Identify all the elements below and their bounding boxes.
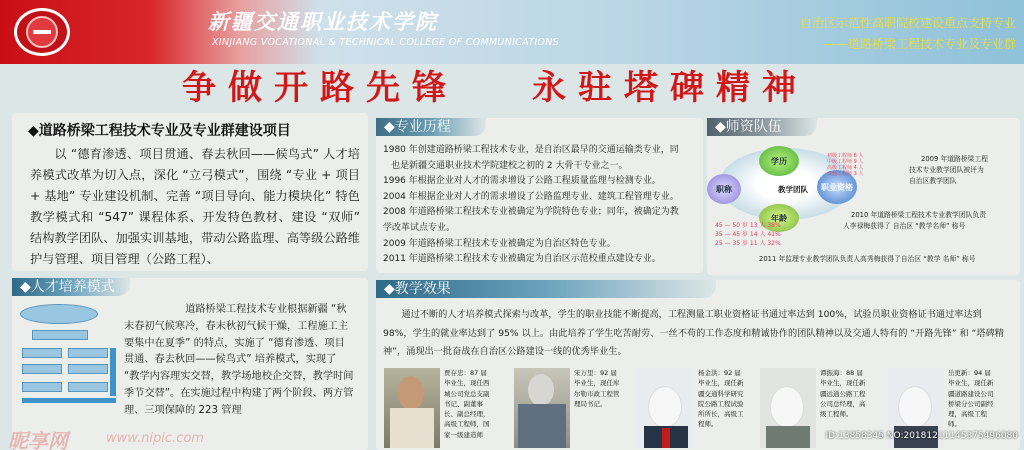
qual-legend: 初级工程师 8 人 bbox=[827, 153, 864, 159]
graduate-info: 谭振海：88 届 毕业生，现任新 疆远通公路工程 公司总经理，高 级工程师。 bbox=[820, 369, 866, 419]
award-1: 2009 年道路桥梁工程 bbox=[921, 155, 989, 163]
graduate-info: 杨金洪：92 届 毕业生，现任新 疆交通科学研究 院公路工程试验 所所长，高级工 程师。 bbox=[698, 369, 744, 429]
project-body: 以 “德育渗透、项目贯通、春去秋回——候鸟式” 人才培养模式改革为切入点，深化 “立弓模式”，围绕 “专业 + 项目 + 基地” 专业建设机制、完善 “项目导向、能力模块化” 特色教学模式和 “547” 课程体系、开发特色教材、建设 “双师” 结构教学团队、加强实训基地，带动公路监理、高等级公路维护与管理、项目管理（公路工程）、 bbox=[30, 147, 360, 266]
history-title: ◆专业历程 bbox=[376, 118, 486, 136]
effect-body: 通过不断的人才培养模式探索与改革，学生的职业技能不断提高，工程测量工职业资格证书通过率达到 100%，试验员职业资格证书通过率达到 98%，学生的就业率达到了 95% 以上。由此培养了学生吃苦耐劳、一丝不苟的工作态度和精诚协作的团队精神以及交通人特有的 “开路先锋” 和 “塔碑精神”，涌现出一批奋战在自治区公路建设一线的优秀毕业生。 bbox=[383, 309, 1004, 358]
award-1: 技术专业教学团队被评为 bbox=[909, 166, 984, 174]
node-education: 学历 bbox=[759, 146, 799, 176]
graduate-photo bbox=[760, 368, 816, 448]
history-line: 1980 年创建道路桥梁工程技术专业，是自治区最早的交通运输类专业，同 bbox=[383, 145, 679, 155]
history-line: 2011 年道路桥梁工程技术专业被确定为自治区示范校重点建设专业。 bbox=[383, 254, 661, 265]
graduate-info: 宋万里：92 届 毕业生，现任库 尔勒市政工程管 理局书记。 bbox=[574, 369, 620, 408]
history-list bbox=[383, 143, 703, 268]
age-stat: 45 — 50 岁 13 人 38% bbox=[715, 222, 781, 229]
slogan-left: 争做开路先锋 bbox=[182, 68, 458, 108]
qual-legend: 交通工程师 3 人 bbox=[827, 171, 864, 177]
age-stat: 35 — 45 岁 14 人 41% bbox=[715, 231, 781, 238]
effect-title: ◆教学效果 bbox=[376, 280, 716, 298]
graduate-info: 岳更新：94 届 毕业生，现任新 疆道路建设公司 桥梁分公司副经 理，高级工程 师。 bbox=[948, 369, 994, 429]
support-line-1: 自治区示范性高职院校建设重点支持专业 bbox=[799, 16, 1016, 30]
age-stat: 25 — 35 岁 11 人 32% bbox=[715, 240, 781, 247]
watermark-brand: 昵享网 bbox=[8, 429, 68, 450]
history-line: 2009 年道路桥梁工程技术专业被确定为自治区特色专业。 bbox=[383, 238, 616, 249]
training-body: 道路桥梁工程技术专业根据新疆 “秋末春初气候寒冷，春末秋初气候干燥，工程施工主要集中在夏季” 的特点，实施了 “德育渗透、项目贯通、春去秋回——候鸟式” 培养模式，实现了 “教学内容理实交替，教学场地校企交替，教学时间季节交替”。在实施过程中构建了两个阶段、两方管理、三项保障的 223 管理 bbox=[124, 304, 354, 416]
team-title: ◆师资队伍 bbox=[707, 118, 817, 136]
slogan-right: 永驻塔碑精神 bbox=[532, 68, 808, 108]
training-flowchart bbox=[18, 298, 128, 408]
team-diagram bbox=[703, 118, 1022, 275]
graduate-info: 贾存忠：87 届 毕业生，现任西 城公司党总支副 书记、副董事 长、副总经理， 高级工程师，国 家一级建造师 bbox=[444, 369, 490, 439]
graduate-card bbox=[638, 366, 758, 450]
qual-legend: 高级工程师 4 人 bbox=[827, 165, 864, 171]
college-seal-icon bbox=[14, 8, 70, 56]
watermark-id: ID:13858345 NO:20181211145375496080 bbox=[825, 431, 1018, 441]
training-title: ◆人才培养模式 bbox=[12, 278, 130, 296]
award-2: 人李禄梅获得了 自治区 “教学名师” 称号 bbox=[843, 222, 966, 230]
history-line: 学改革试点专业。 bbox=[383, 222, 456, 233]
team-center-label: 教学团队 bbox=[778, 184, 808, 194]
award-2: 2010 年道路桥梁工程技术专业教学团队负责 bbox=[851, 211, 987, 219]
node-qualification: 职业资格 bbox=[817, 170, 857, 204]
graduate-card bbox=[384, 366, 514, 450]
history-line: 2008 年道路桥梁工程技术专业被确定为学院特色专业；同年，被确定为教 bbox=[383, 207, 679, 218]
graduate-photo bbox=[514, 368, 570, 448]
node-age: 年龄 bbox=[759, 204, 799, 232]
college-name-cn: 新疆交通职业技术学院 bbox=[208, 10, 438, 34]
history-line: 1996 年根据企业对人才的需求增设了公路工程质量监理与检测专业。 bbox=[383, 176, 661, 187]
history-line: 也是新疆交通职业技术学院建校之初的 2 大骨干专业之一。 bbox=[391, 160, 628, 171]
award-3: 2011 年监理专业教学团队负责人高秀梅获得了自治区 “教学 名师” 称号 bbox=[759, 255, 976, 263]
node-title: 职称 bbox=[707, 174, 741, 204]
header-banner bbox=[0, 0, 1024, 64]
graduate-card bbox=[514, 366, 634, 450]
history-line: 2004 年根据企业对人才的需求增设了公路监理专业、建筑工程管理专业。 bbox=[383, 191, 679, 202]
graduate-photo bbox=[638, 368, 694, 448]
graduate-photo bbox=[384, 368, 440, 448]
award-1: 自治区教学团队 bbox=[909, 177, 957, 185]
watermark-url: www.nipic.com bbox=[106, 431, 204, 446]
qual-legend: 中级工程师 9 人 bbox=[827, 159, 864, 165]
college-name-en: XINJIANG VOCATIONAL & TECHNICAL COLLEGE OF COMMUNICATIONS bbox=[212, 37, 559, 48]
support-line-2: ——道路桥梁工程技术专业及专业群 bbox=[823, 37, 1016, 51]
project-title: ◆道路桥梁工程技术专业及专业群建设项目 bbox=[28, 123, 291, 139]
